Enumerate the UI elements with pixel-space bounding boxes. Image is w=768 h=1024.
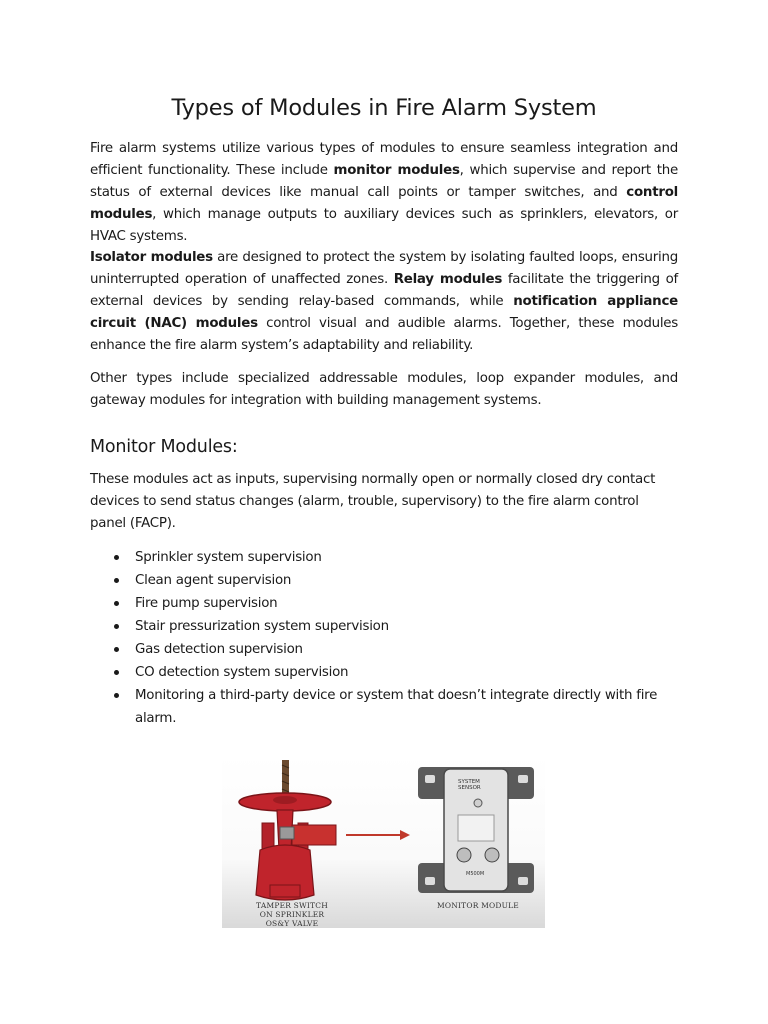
list-item: Stair pressurization system supervision	[135, 615, 695, 638]
monitor-module-illustration	[222, 755, 545, 928]
tamper-switch-valve-image	[239, 760, 336, 900]
page-title: Types of Modules in Fire Alarm System	[171, 95, 597, 121]
arrow-icon	[346, 830, 410, 840]
intro-paragraph-3: Other types include specialized addressable modules, loop expander modules, and gateway modules for integration with building management systems.	[90, 371, 678, 408]
list-item: Clean agent supervision	[135, 569, 695, 592]
monitor-module-image	[418, 767, 534, 893]
list-item: CO detection system supervision	[135, 661, 695, 684]
svg-text:SENSOR: SENSOR	[458, 785, 481, 791]
module-model: M500M	[466, 871, 485, 877]
intro-paragraph-2: Isolator modules are designed to protect the system by isolating faulted loops, ensuring uninterrupted operation of unaffected zones. Relay modules facilitate the triggering of external devices by sending relay-based commands, while notification appliance circuit (NAC) modules control visual and audible alarms. Together, these modules enhance the fire alarm system’s adaptability and reliability.	[90, 250, 678, 353]
list-item: Sprinkler system supervision	[135, 546, 695, 569]
supervision-list	[90, 546, 695, 730]
section-description: These modules act as inputs, supervising normally open or normally closed dry contact devices to send status changes (alarm, trouble, supervisory) to the fire alarm control panel (FACP).	[90, 472, 656, 531]
section-heading: Monitor Modules:	[90, 437, 238, 457]
list-item: Monitoring a third-party device or system that doesn’t integrate directly with fire alarm.	[135, 684, 695, 730]
module-brand: SYSTEM	[458, 779, 480, 785]
monitor-module-caption: MONITOR MODULE	[437, 901, 519, 910]
list-item: Gas detection supervision	[135, 638, 695, 661]
intro-paragraph-1: Fire alarm systems utilize various types of modules to ensure seamless integration and efficient functionality. These include monitor modules, which supervise and report the status of external devices like manual call points or tamper switches, and control modules, which manage outputs to auxiliary devices such as sprinklers, elevators, or HVAC systems.	[90, 141, 678, 244]
list-item: Fire pump supervision	[135, 592, 695, 615]
tamper-switch-caption: TAMPER SWITCH ON SPRINKLER OS&Y VALVE	[256, 901, 328, 928]
